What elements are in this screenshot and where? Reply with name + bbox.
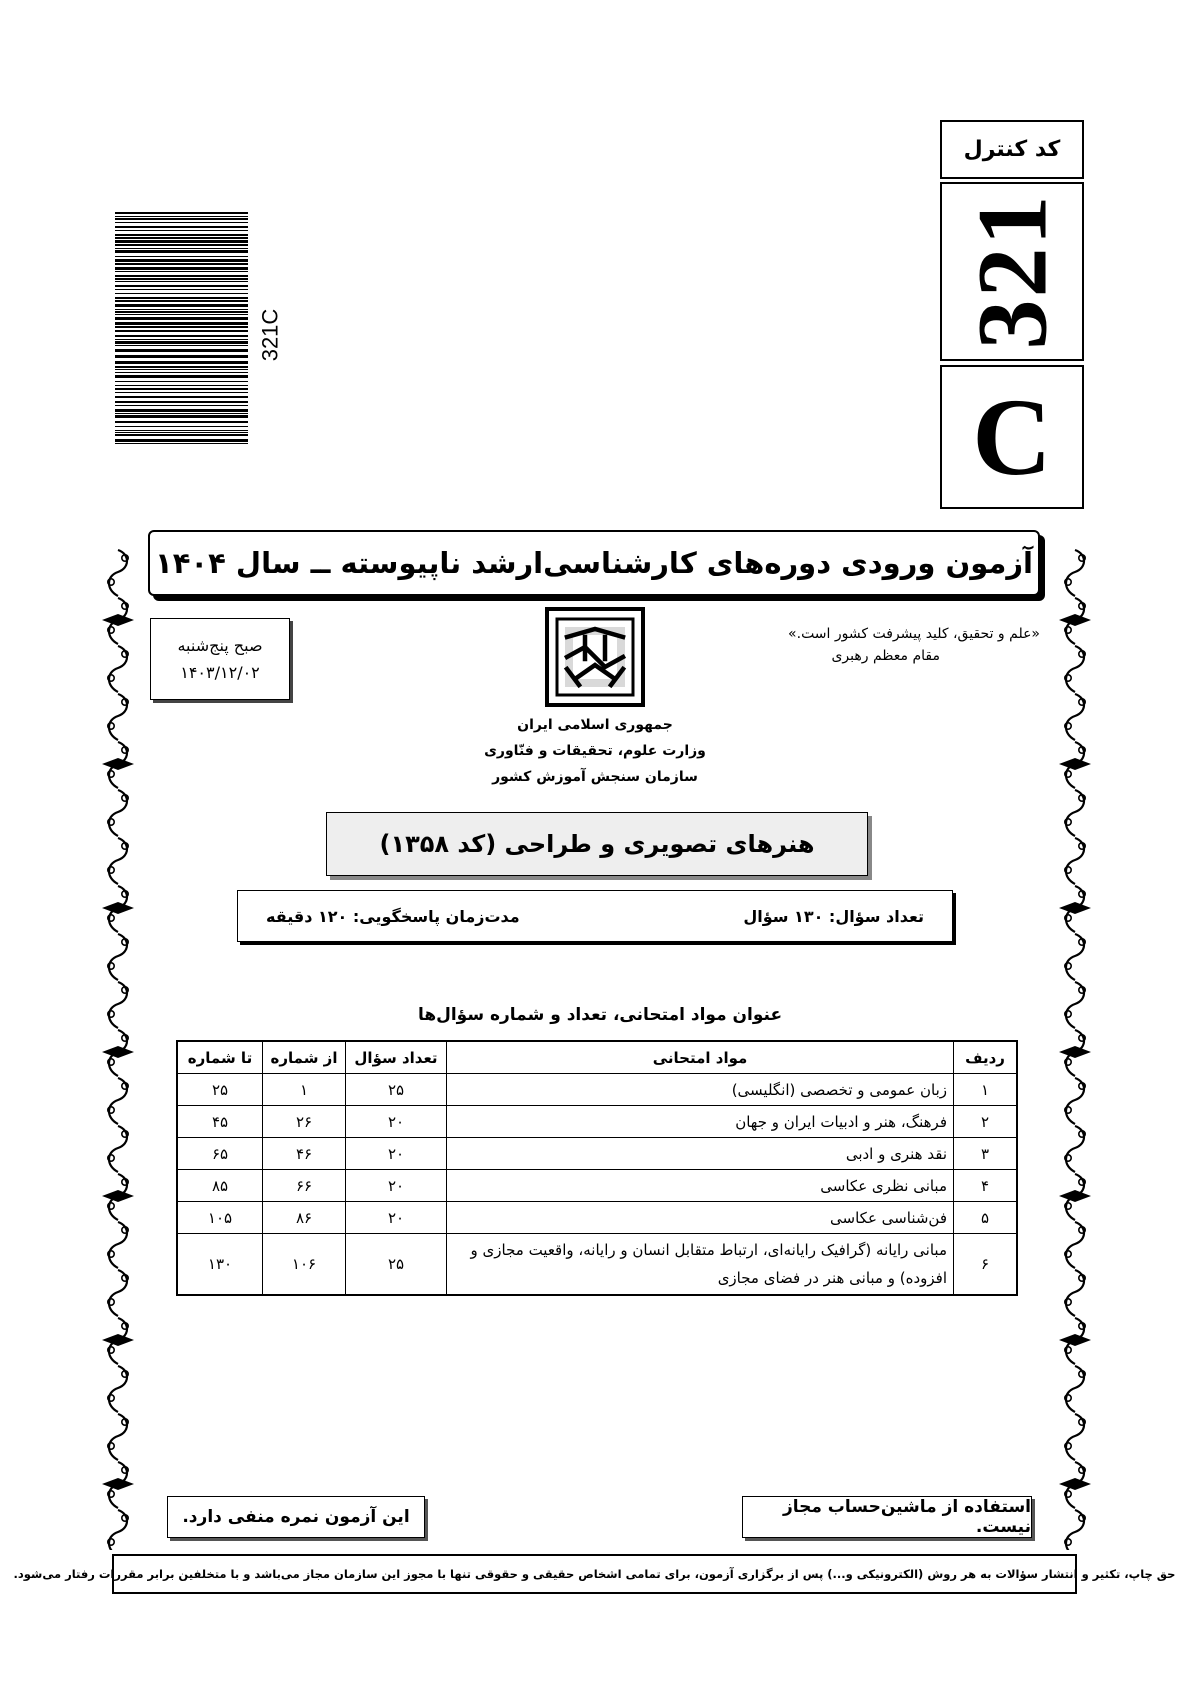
row-number: ۶ — [954, 1234, 1018, 1296]
row-count: ۲۵ — [346, 1074, 447, 1106]
row-to: ۱۳۰ — [177, 1234, 263, 1296]
row-from: ۶۶ — [263, 1170, 346, 1202]
row-count: ۲۰ — [346, 1106, 447, 1138]
organization-name: سازمان سنجش آموزش کشور — [492, 769, 698, 785]
exam-info-bar — [237, 890, 953, 942]
row-from: ۸۶ — [263, 1202, 346, 1234]
row-to: ۸۵ — [177, 1170, 263, 1202]
table-row — [177, 1202, 1017, 1234]
subjects-table — [176, 1040, 1018, 1296]
control-code-label: کد کنترل — [940, 120, 1084, 179]
barcode-label: 321C — [257, 308, 282, 362]
ornament-border-left — [98, 540, 138, 1550]
ministry-name: وزارت علوم، تحقیقات و فنّاوری — [484, 743, 706, 759]
ministry-block — [455, 712, 735, 790]
calculator-note: استفاده از ماشین‌حساب مجاز نیست. — [742, 1496, 1032, 1538]
row-subject: مبانی نظری عکاسی — [447, 1170, 954, 1202]
header-from: از شماره — [263, 1041, 346, 1074]
exam-date-box — [150, 618, 290, 700]
control-code-letter: C — [940, 365, 1084, 509]
table-title: عنوان مواد امتحانی، تعداد و شماره سؤال‌ها — [417, 1005, 783, 1025]
sanjesh-logo — [545, 607, 645, 707]
exam-title: آزمون ورودی دوره‌های کارشناسی‌ارشد ناپیوسته ــ سال ۱۴۰۴ — [155, 546, 1033, 580]
header-count: تعداد سؤال — [346, 1041, 447, 1074]
table-row — [177, 1170, 1017, 1202]
header-to: تا شماره — [177, 1041, 263, 1074]
table-row — [177, 1138, 1017, 1170]
row-count: ۲۰ — [346, 1202, 447, 1234]
quote-author: مقام معظم رهبری — [831, 648, 940, 664]
exam-title-banner — [148, 530, 1040, 596]
row-number: ۲ — [954, 1106, 1018, 1138]
row-subject: مبانی رایانه (گرافیک رایانه‌ای، ارتباط متقابل انسان و رایانه، واقعیت مجازی و افزوده) و مبانی هنر در فضای مجازی — [447, 1234, 954, 1296]
row-subject: زبان عمومی و تخصصی (انگلیسی) — [447, 1074, 954, 1106]
row-subject: نقد هنری و ادبی — [447, 1138, 954, 1170]
negative-score-note: این آزمون نمره منفی دارد. — [167, 1496, 425, 1538]
row-count: ۲۰ — [346, 1170, 447, 1202]
table-row — [177, 1074, 1017, 1106]
subject-title-box — [326, 812, 868, 876]
subject-title: هنرهای تصویری و طراحی (کد ۱۳۵۸) — [379, 830, 815, 858]
quote-block — [760, 623, 1040, 667]
barcode-image — [115, 212, 248, 444]
exam-duration: مدت‌زمان پاسخگویی: ۱۲۰ دقیقه — [266, 906, 520, 926]
row-to: ۲۵ — [177, 1074, 263, 1106]
table-header-row — [177, 1041, 1017, 1074]
row-to: ۶۵ — [177, 1138, 263, 1170]
row-number: ۴ — [954, 1170, 1018, 1202]
country-name: جمهوری اسلامی ایران — [517, 717, 673, 733]
row-from: ۴۶ — [263, 1138, 346, 1170]
row-from: ۲۶ — [263, 1106, 346, 1138]
row-from: ۱ — [263, 1074, 346, 1106]
control-code-number — [940, 182, 1084, 361]
row-subject: فن‌شناسی عکاسی — [447, 1202, 954, 1234]
control-code-text: 321 — [956, 193, 1068, 350]
row-subject: فرهنگ، هنر و ادبیات ایران و جهان — [447, 1106, 954, 1138]
row-number: ۱ — [954, 1074, 1018, 1106]
exam-date: ۱۴۰۳/۱۲/۰۲ — [180, 663, 260, 682]
row-from: ۱۰۶ — [263, 1234, 346, 1296]
quote-text: «علم و تحقیق، کلید پیشرفت کشور است.» — [788, 626, 1040, 642]
row-to: ۴۵ — [177, 1106, 263, 1138]
row-count: ۲۵ — [346, 1234, 447, 1296]
exam-session: صبح پنج‌شنبه — [177, 636, 263, 655]
header-subject: مواد امتحانی — [447, 1041, 954, 1074]
row-number: ۳ — [954, 1138, 1018, 1170]
row-to: ۱۰۵ — [177, 1202, 263, 1234]
row-count: ۲۰ — [346, 1138, 447, 1170]
row-number: ۵ — [954, 1202, 1018, 1234]
table-row — [177, 1106, 1017, 1138]
ornament-border-right — [1055, 540, 1095, 1550]
header-row-number: ردیف — [954, 1041, 1018, 1074]
question-count: تعداد سؤال: ۱۳۰ سؤال — [743, 906, 924, 926]
table-row — [177, 1234, 1017, 1296]
copyright-notice: حق چاپ، تکثیر و انتشار سؤالات به هر روش (الکترونیکی و...) پس از برگزاری آزمون، برای تمامی اشخاص حقیقی و حقوقی تنها با مجوز این سازمان مجاز می‌باشد و با متخلفین برابر مقررات رفتار می‌شود. — [112, 1554, 1077, 1594]
